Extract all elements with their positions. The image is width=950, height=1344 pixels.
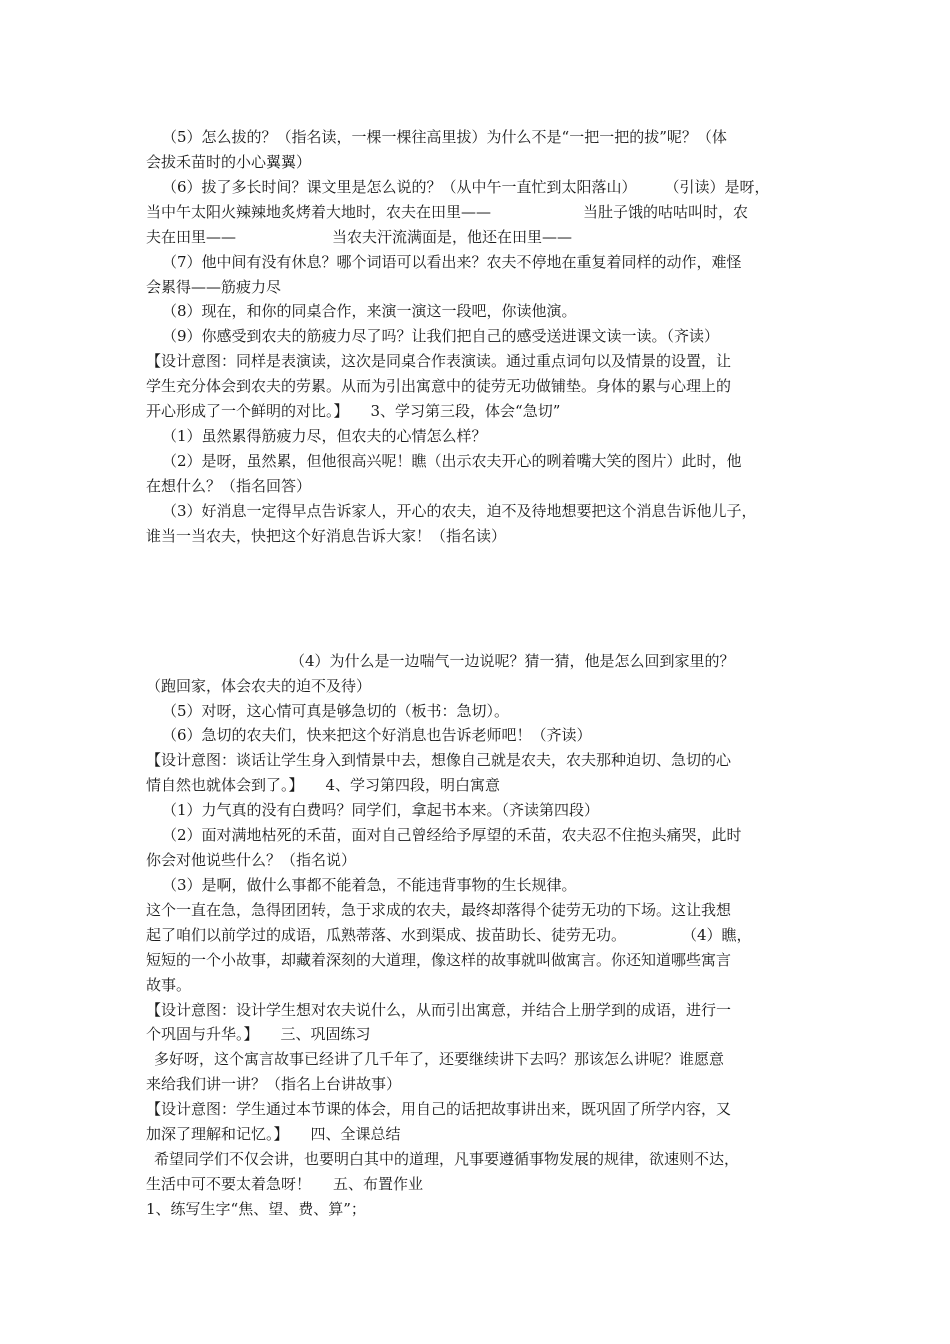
text-line: 故事。 [146, 976, 192, 994]
text-line: 会累得——筋疲力尽 [146, 278, 282, 296]
design-intent-note: 【设计意图：谈话让学生身入到情景中去，想像自己就是农夫，农夫那种迫切、急切的心 [146, 751, 732, 769]
text-line: 来给我们讲一讲？（指名上台讲故事） [146, 1075, 402, 1093]
section-heading: 3、学习第三段，体会“急切” [370, 402, 561, 420]
text-line: （9）你感受到农夫的筋疲力尽了吗？让我们把自己的感受送进课文读一读。（齐读） [162, 327, 720, 345]
text-line: （2）面对满地枯死的禾苗，面对自己曾经给予厚望的禾苗，农夫忍不住抱头痛哭，此时 [162, 826, 742, 844]
text-line: 生活中可不要太着急呀！ 五、布置作业 [146, 1175, 424, 1193]
text-line: 当中午太阳火辣辣地炙烤着大地时，农夫在田里—— 当肚子饿的咕咕叫时，农 [146, 203, 749, 221]
text-line: （4）为什么是一边喘气一边说呢？猜一猜，他是怎么回到家里的？ [290, 652, 735, 670]
text-line: （7）他中间有没有休息？哪个词语可以看出来？农夫不停地在重复着同样的动作，难怪 [162, 253, 742, 271]
text-line: （1）虽然累得筋疲力尽，但农夫的心情怎么样？ [162, 427, 487, 445]
design-intent-note: 【设计意图：学生通过本节课的体会，用自己的话把故事讲出来，既巩固了所学内容，又 [146, 1100, 732, 1118]
text-line: 个巩固与升华。】 三、巩固练习 [146, 1025, 371, 1043]
text-line: （8）现在，和你的同桌合作，来演一演这一段吧，你读他演。 [162, 302, 577, 320]
text-line: 多好呀，这个寓言故事已经讲了几千年了，还要继续讲下去吗？那该怎么讲呢？谁愿意 [154, 1050, 725, 1068]
text-line: 你会对他说些什么？（指名说） [146, 851, 357, 869]
text-line: 学生充分体会到农夫的劳累。从而为引出寓意中的徒劳无功做铺垫。身体的累与心理上的 [146, 377, 732, 395]
text-line: 短短的一个小故事，却藏着深刻的大道理，像这样的故事就叫做寓言。你还知道哪些寓言 [146, 951, 732, 969]
text-line: 在想什么？（指名回答） [146, 477, 312, 495]
text-line: 开心形成了一个鲜明的对比。】 3、学习第三段，体会“急切” [146, 402, 561, 420]
text-line: （5）对呀，这心情可真是够急切的（板书：急切）。 [162, 702, 510, 720]
text-line: 会拔禾苗时的小心翼翼） [146, 153, 312, 171]
text-line: 谁当一当农夫，快把这个好消息告诉大家！（指名读） [146, 527, 507, 545]
text-line: （6）拔了多长时间？课文里是怎么说的？（从中午一直忙到太阳落山） （引读）是呀， [162, 178, 770, 196]
text-line: 情自然也就体会到了。】 4、学习第四段，明白寓意 [146, 776, 501, 794]
text-line: （6）急切的农夫们，快来把这个好消息也告诉老师吧！（齐读） [162, 726, 592, 744]
text-line: （3）是啊，做什么事都不能着急，不能违背事物的生长规律。 [162, 876, 577, 894]
section-heading: 三、巩固练习 [280, 1025, 371, 1043]
design-intent-note: 【设计意图：同样是表演读，这次是同桌合作表演读。通过重点词句以及情景的设置，让 [146, 352, 732, 370]
section-heading: 五、布置作业 [333, 1175, 424, 1193]
section-heading: 四、全课总结 [310, 1125, 401, 1143]
text-line: 夫在田里—— 当农夫汗流满面是，他还在田里—— [146, 228, 573, 246]
text-line: 起了咱们以前学过的成语，瓜熟蒂落、水到渠成、拔苗助长、徒劳无功。 （4）瞧， [146, 926, 752, 944]
text-line: 希望同学们不仅会讲，也要明白其中的道理，凡事要遵循事物发展的规律，欲速则不达， [154, 1150, 740, 1168]
text-line: （5）怎么拔的？（指名读，一棵一棵往高里拔）为什么不是“一把一把的拔”呢？（体 [162, 128, 727, 146]
text-line: （跑回家，体会农夫的迫不及待） [146, 677, 372, 695]
section-heading: 4、学习第四段，明白寓意 [325, 776, 501, 794]
text-line: （3）好消息一定得早点告诉家人，开心的农夫，迫不及待地想要把这个消息告诉他儿子， [162, 502, 757, 520]
text-line: （2）是呀，虽然累，但他很高兴呢！瞧（出示农夫开心的咧着嘴大笑的图片）此时，他 [162, 452, 742, 470]
design-intent-note: 【设计意图：设计学生想对农夫说什么，从而引出寓意，并结合上册学到的成语，进行一 [146, 1001, 732, 1019]
text-line: 加深了理解和记忆。】 四、全课总结 [146, 1125, 401, 1143]
text-line: 1、练写生字“焦、望、费、算”； [146, 1200, 366, 1218]
text-line: 这个一直在急，急得团团转，急于求成的农夫，最终却落得个徒劳无功的下场。这让我想 [146, 901, 732, 919]
text-line: （1）力气真的没有白费吗？同学们，拿起书本来。（齐读第四段） [162, 801, 600, 819]
